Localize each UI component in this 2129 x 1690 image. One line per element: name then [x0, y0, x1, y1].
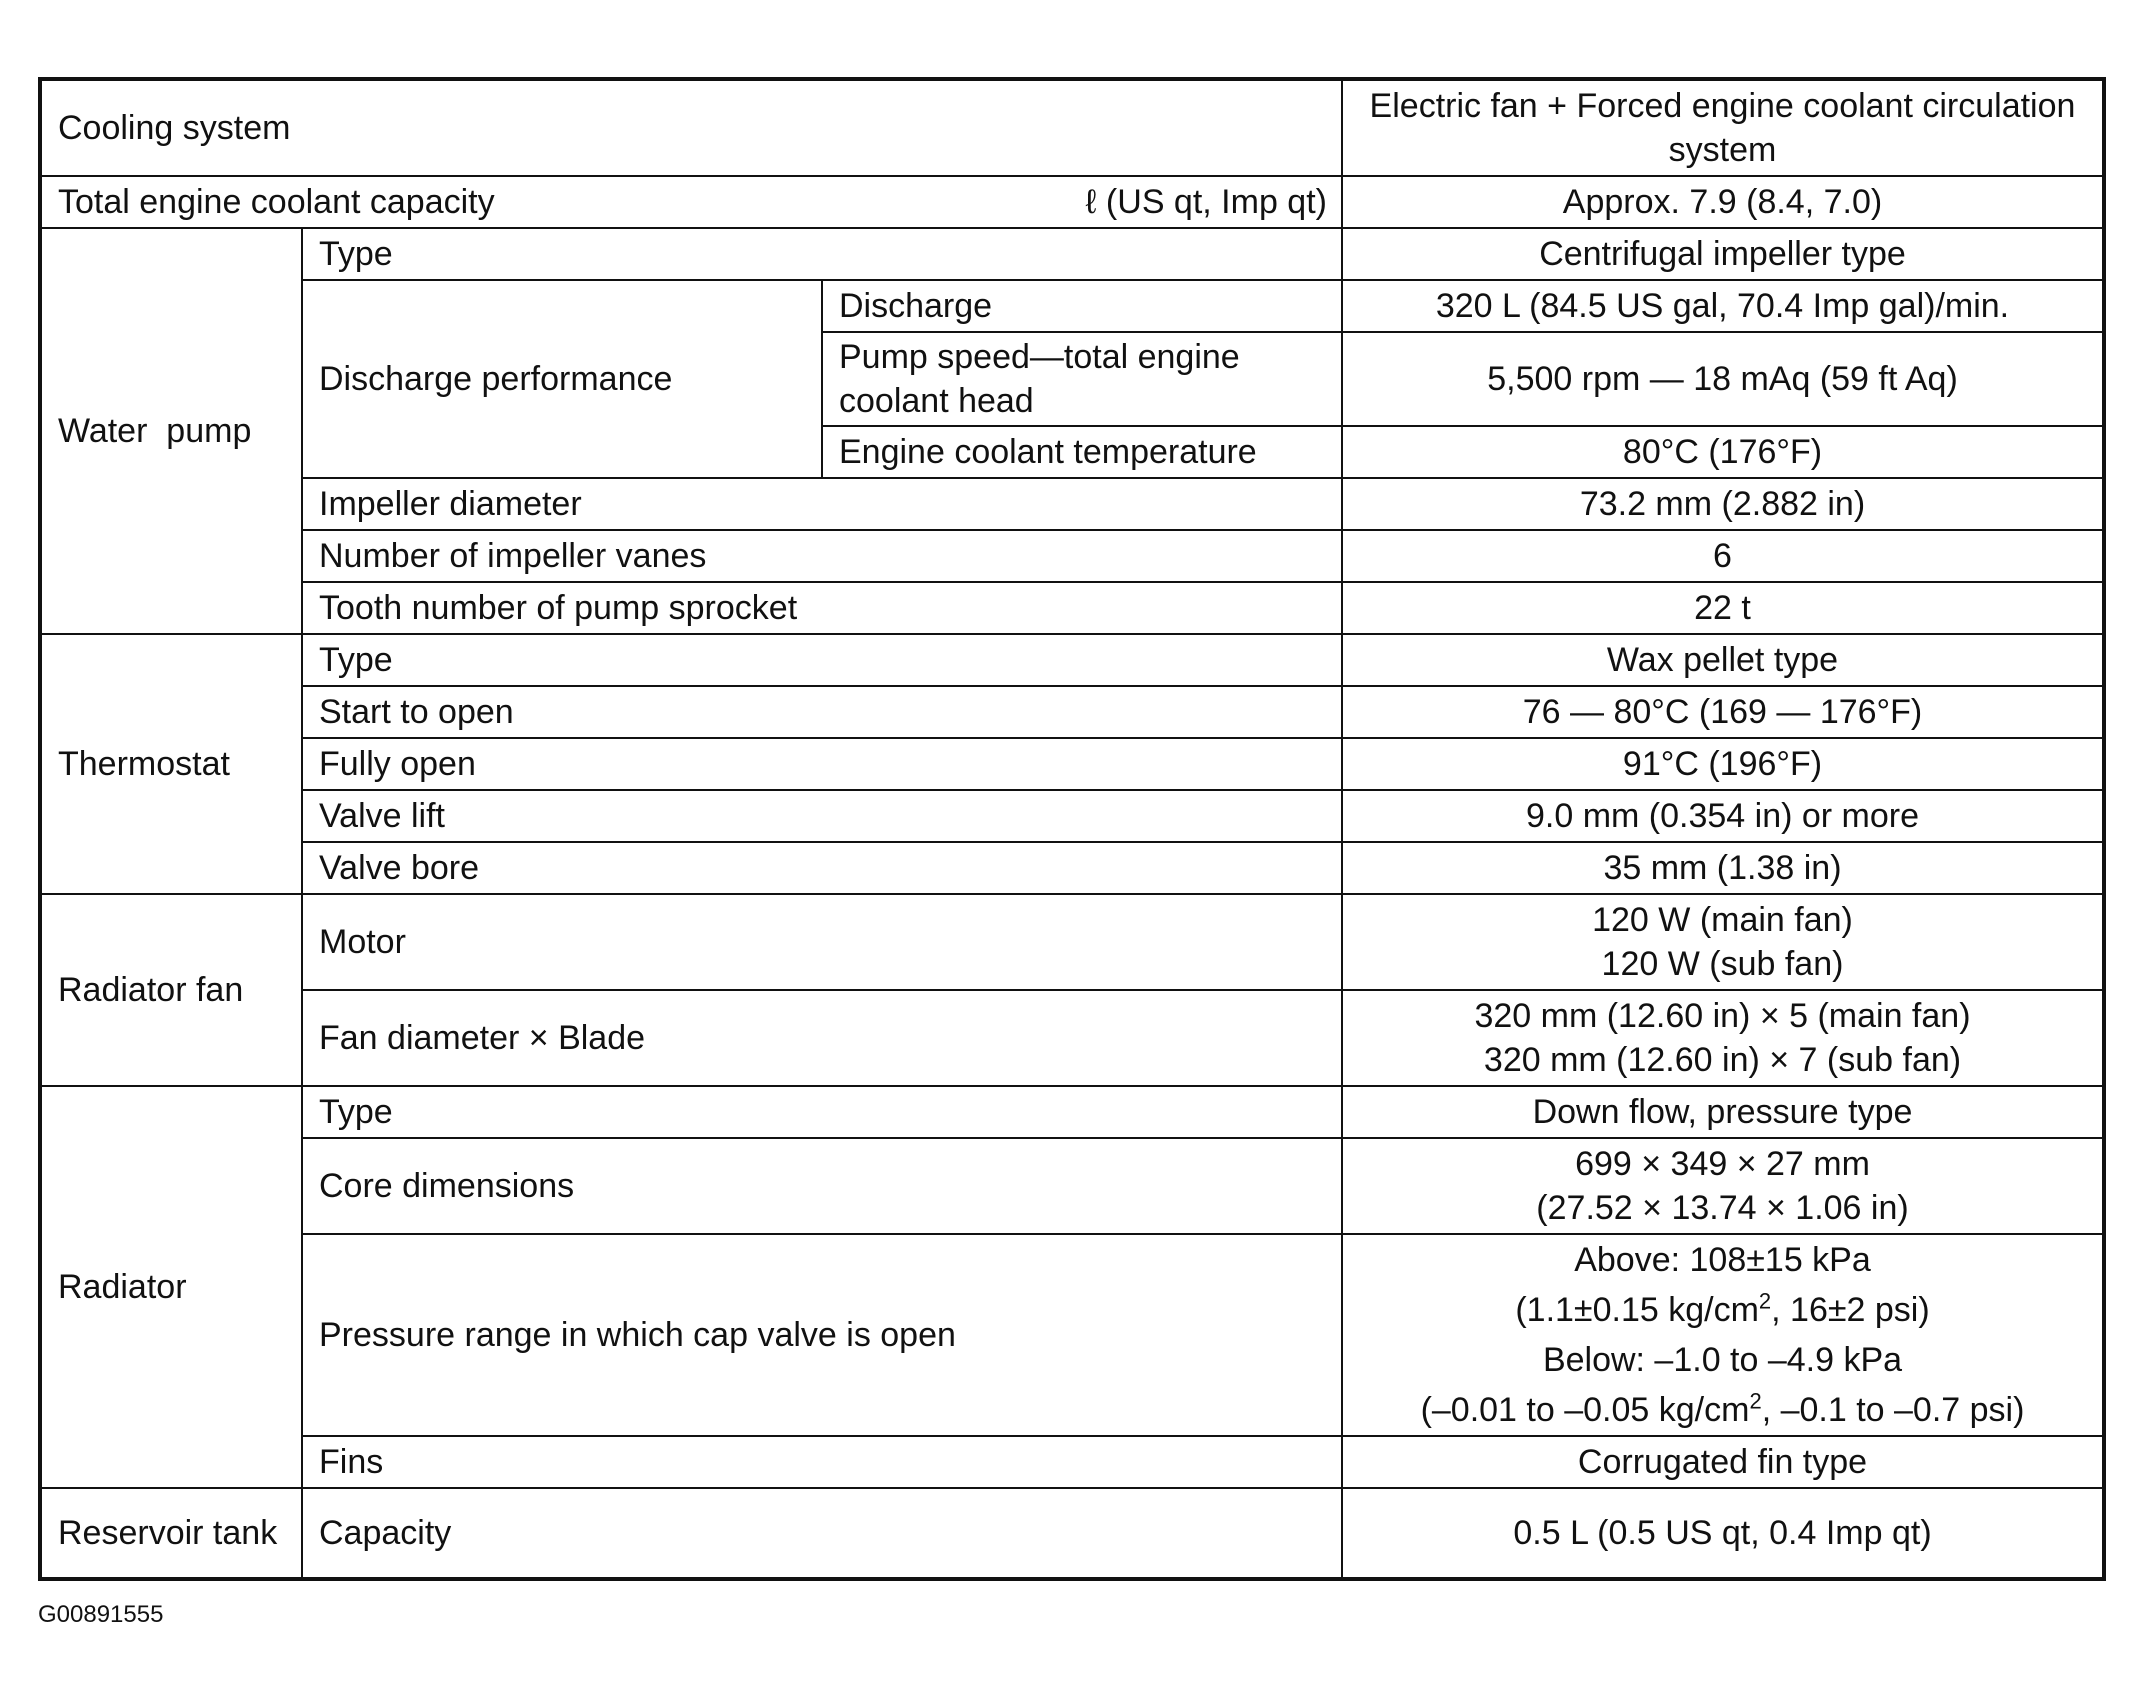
table-row [40, 228, 2104, 280]
core-dimensions-label: Core dimensions [302, 1138, 1342, 1234]
impeller-vanes-label: Number of impeller vanes [302, 530, 1342, 582]
table-row [40, 1086, 2104, 1138]
thermostat-type-label: Type [302, 634, 1342, 686]
discharge-value: 320 L (84.5 US gal, 70.4 Imp gal)/min. [1342, 280, 2104, 332]
impeller-diameter-value: 73.2 mm (2.882 in) [1342, 478, 2104, 530]
coolant-capacity-unit: ℓ (US qt, Imp qt) [1085, 183, 1327, 221]
cap-above-units-b: , 16±2 psi) [1771, 1291, 1930, 1329]
cap-valve-value [1342, 1234, 2104, 1436]
cap-above-units-sup: 2 [1758, 1288, 1772, 1314]
table-row [40, 634, 2104, 686]
cooling-system-label: Cooling system [40, 79, 1342, 176]
impeller-vanes-value: 6 [1342, 530, 2104, 582]
sprocket-teeth-label: Tooth number of pump sprocket [302, 582, 1342, 634]
fully-open-label: Fully open [302, 738, 1342, 790]
reservoir-tank-label: Reservoir tank [40, 1488, 302, 1579]
fan-blade-sub: 320 mm (12.60 in) × 7 (sub fan) [1483, 1041, 1962, 1079]
impeller-diameter-label: Impeller diameter [302, 478, 1342, 530]
cap-below-units-b: , –0.1 to –0.7 psi) [1761, 1391, 2025, 1429]
table-row [40, 478, 2104, 530]
water-pump-type-value: Centrifugal impeller type [1342, 228, 2104, 280]
table-row [40, 530, 2104, 582]
radiator-label: Radiator [40, 1086, 302, 1488]
table-row [40, 1234, 2104, 1436]
table-row [40, 280, 2104, 332]
sprocket-teeth-value: 22 t [1342, 582, 2104, 634]
table-row [40, 790, 2104, 842]
spec-table [38, 77, 2106, 1581]
coolant-capacity-label: Total engine coolant capacity [58, 183, 495, 221]
radiator-fan-label: Radiator fan [40, 894, 302, 1086]
table-row [40, 582, 2104, 634]
thermostat-type-value: Wax pellet type [1342, 634, 2104, 686]
table-row [40, 1436, 2104, 1488]
coolant-capacity-value: Approx. 7.9 (8.4, 7.0) [1342, 176, 2104, 228]
fins-value: Corrugated fin type [1342, 1436, 2104, 1488]
coolant-temp-label: Engine coolant temperature [822, 426, 1342, 478]
fan-blade-label: Fan diameter × Blade [302, 990, 1342, 1086]
water-pump-type-label: Type [302, 228, 1342, 280]
table-row [40, 176, 2104, 228]
valve-lift-label: Valve lift [302, 790, 1342, 842]
fan-blade-value [1342, 990, 2104, 1086]
valve-bore-value: 35 mm (1.38 in) [1342, 842, 2104, 894]
radiator-type-label: Type [302, 1086, 1342, 1138]
cap-above: Above: 108±15 kPa [1574, 1241, 1871, 1279]
pump-speed-value: 5,500 rpm — 18 mAq (59 ft Aq) [1342, 332, 2104, 426]
cap-valve-label: Pressure range in which cap valve is open [302, 1234, 1342, 1436]
core-dimensions-value [1342, 1138, 2104, 1234]
thermostat-label: Thermostat [40, 634, 302, 894]
cap-above-units [1353, 1285, 2092, 1335]
reservoir-capacity-label: Capacity [302, 1488, 1342, 1579]
table-row [40, 894, 2104, 990]
fan-motor-value [1342, 894, 2104, 990]
water-pump-label: Water pump [40, 228, 302, 634]
coolant-temp-value: 80°C (176°F) [1342, 426, 2104, 478]
cap-above-units-a: (1.1±0.15 kg/cm [1515, 1291, 1759, 1329]
table-row [40, 990, 2104, 1086]
cap-below-units [1353, 1385, 2092, 1435]
start-to-open-label: Start to open [302, 686, 1342, 738]
coolant-capacity-cell [40, 176, 1342, 228]
table-row [40, 1138, 2104, 1234]
cap-below-units-a: (–0.01 to –0.05 kg/cm [1420, 1391, 1750, 1429]
fan-motor-label: Motor [302, 894, 1342, 990]
fan-motor-sub: 120 W (sub fan) [1601, 945, 1844, 983]
start-to-open-value: 76 — 80°C (169 — 176°F) [1342, 686, 2104, 738]
discharge-performance-label: Discharge performance [302, 280, 822, 478]
core-dimensions-imperial: (27.52 × 13.74 × 1.06 in) [1536, 1189, 1909, 1227]
figure-id: G00891555 [38, 1601, 164, 1628]
cap-below: Below: –1.0 to –4.9 kPa [1542, 1341, 1903, 1379]
radiator-type-value: Down flow, pressure type [1342, 1086, 2104, 1138]
reservoir-capacity-value: 0.5 L (0.5 US qt, 0.4 Imp qt) [1342, 1488, 2104, 1579]
discharge-label: Discharge [822, 280, 1342, 332]
cap-below-units-sup: 2 [1749, 1388, 1762, 1414]
fins-label: Fins [302, 1436, 1342, 1488]
fan-blade-main: 320 mm (12.60 in) × 5 (main fan) [1474, 997, 1971, 1035]
table-row [40, 686, 2104, 738]
table-row [40, 842, 2104, 894]
fan-motor-main: 120 W (main fan) [1592, 901, 1853, 939]
table-row [40, 79, 2104, 176]
pump-speed-label: Pump speed—total engine coolant head [822, 332, 1342, 426]
core-dimensions-metric: 699 × 349 × 27 mm [1575, 1145, 1870, 1183]
table-row [40, 1488, 2104, 1579]
table-row [40, 738, 2104, 790]
valve-bore-label: Valve bore [302, 842, 1342, 894]
fully-open-value: 91°C (196°F) [1342, 738, 2104, 790]
valve-lift-value: 9.0 mm (0.354 in) or more [1342, 790, 2104, 842]
cooling-system-value: Electric fan + Forced engine coolant circulation system [1342, 79, 2104, 176]
